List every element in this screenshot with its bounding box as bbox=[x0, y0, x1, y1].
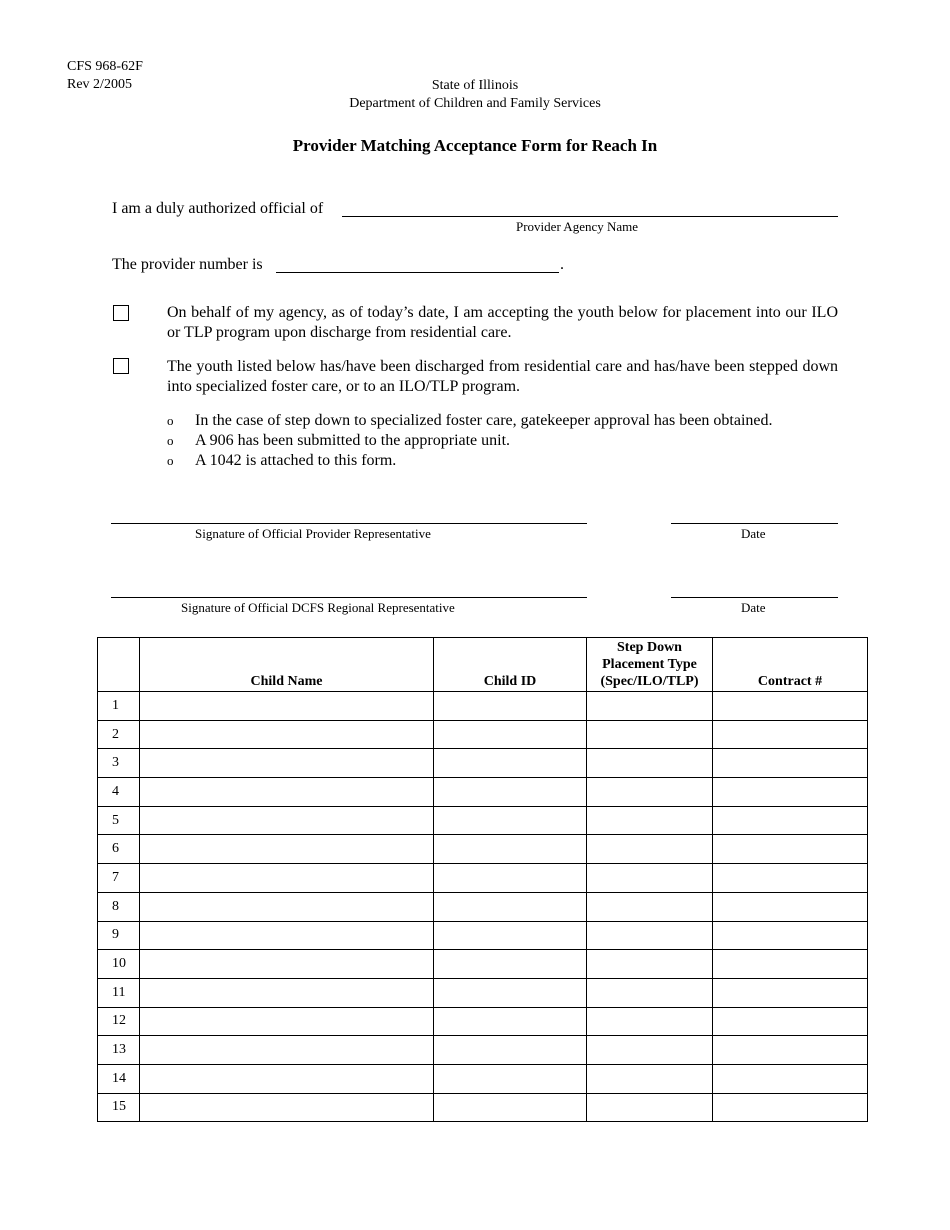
placement-type-cell[interactable] bbox=[587, 1093, 713, 1122]
row-number-cell: 8 bbox=[98, 892, 140, 921]
provider-number-period: . bbox=[560, 256, 564, 273]
row-number-cell: 7 bbox=[98, 864, 140, 893]
placement-type-header: Step Down Placement Type (Spec/ILO/TLP) bbox=[587, 638, 713, 692]
table-header-row bbox=[98, 638, 868, 692]
child-name-header: Child Name bbox=[140, 638, 434, 692]
placement-type-cell[interactable] bbox=[587, 720, 713, 749]
child-id-cell[interactable] bbox=[434, 720, 587, 749]
child-id-header: Child ID bbox=[434, 638, 587, 692]
contract-number-cell[interactable] bbox=[713, 1093, 868, 1122]
placement-type-cell[interactable] bbox=[587, 835, 713, 864]
contract-number-cell[interactable] bbox=[713, 692, 868, 721]
agency-name-caption: Provider Agency Name bbox=[516, 219, 639, 234]
bullet-item bbox=[167, 431, 510, 451]
placement-type-cell[interactable] bbox=[587, 1036, 713, 1065]
provider-date-caption: Date bbox=[741, 526, 766, 541]
table-row bbox=[98, 1036, 868, 1065]
placement-type-cell[interactable] bbox=[587, 692, 713, 721]
row-number-cell: 9 bbox=[98, 921, 140, 950]
child-id-cell[interactable] bbox=[434, 1064, 587, 1093]
child-name-cell[interactable] bbox=[140, 692, 434, 721]
row-number-cell: 12 bbox=[98, 1007, 140, 1036]
row-number-cell: 5 bbox=[98, 806, 140, 835]
child-id-cell[interactable] bbox=[434, 864, 587, 893]
bullet-mark: o bbox=[167, 453, 174, 468]
contract-number-header: Contract # bbox=[713, 638, 868, 692]
row-number-cell: 15 bbox=[98, 1093, 140, 1122]
placement-type-cell[interactable] bbox=[587, 864, 713, 893]
row-number-cell: 2 bbox=[98, 720, 140, 749]
child-name-cell[interactable] bbox=[140, 1093, 434, 1122]
bullet-item bbox=[167, 411, 773, 431]
contract-number-cell[interactable] bbox=[713, 778, 868, 807]
placement-type-cell[interactable] bbox=[587, 1007, 713, 1036]
discharged-youth-checkbox[interactable] bbox=[113, 358, 129, 374]
child-id-cell[interactable] bbox=[434, 892, 587, 921]
child-id-cell[interactable] bbox=[434, 778, 587, 807]
bullet-text: In the case of step down to specialized foster care, gatekeeper approval has been obtained. bbox=[195, 412, 773, 429]
table-row bbox=[98, 864, 868, 893]
bullet-text: A 906 has been submitted to the appropriate unit. bbox=[195, 432, 511, 449]
child-name-cell[interactable] bbox=[140, 892, 434, 921]
row-number-cell: 11 bbox=[98, 978, 140, 1007]
table-row bbox=[98, 1093, 868, 1122]
bullet-text: A 1042 is attached to this form. bbox=[195, 452, 397, 469]
accept-youth-checkbox[interactable] bbox=[113, 305, 129, 321]
row-number-header bbox=[98, 638, 140, 692]
child-id-cell[interactable] bbox=[434, 1036, 587, 1065]
dcfs-date-line[interactable] bbox=[671, 597, 838, 598]
placement-type-cell[interactable] bbox=[587, 978, 713, 1007]
contract-number-cell[interactable] bbox=[713, 749, 868, 778]
child-name-cell[interactable] bbox=[140, 749, 434, 778]
accept-youth-text: On behalf of my agency, as of today’s date, I am accepting the youth below for placement into our ILO or TLP program upon discharge from residential care. bbox=[167, 304, 838, 341]
child-name-cell[interactable] bbox=[140, 778, 434, 807]
table-row bbox=[98, 978, 868, 1007]
child-name-cell[interactable] bbox=[140, 720, 434, 749]
child-id-cell[interactable] bbox=[434, 978, 587, 1007]
row-number-cell: 1 bbox=[98, 692, 140, 721]
department-name: Department of Children and Family Services bbox=[349, 96, 601, 111]
dcfs-signature-caption: Signature of Official DCFS Regional Representative bbox=[181, 600, 455, 615]
bullet-mark: o bbox=[167, 433, 174, 448]
bullet-mark: o bbox=[167, 413, 174, 428]
row-number-cell: 10 bbox=[98, 950, 140, 979]
row-number-cell: 4 bbox=[98, 778, 140, 807]
provider-signature-line[interactable] bbox=[111, 523, 587, 524]
child-id-cell[interactable] bbox=[434, 1093, 587, 1122]
provider-signature-caption: Signature of Official Provider Representative bbox=[195, 526, 431, 541]
child-id-cell[interactable] bbox=[434, 921, 587, 950]
child-id-cell[interactable] bbox=[434, 749, 587, 778]
child-name-cell[interactable] bbox=[140, 1007, 434, 1036]
state-name: State of Illinois bbox=[431, 78, 519, 93]
official-label: I am a duly authorized official of bbox=[112, 200, 324, 217]
table-row bbox=[98, 921, 868, 950]
table-row bbox=[98, 835, 868, 864]
page-title: Provider Matching Acceptance Form for Reach In bbox=[292, 136, 658, 155]
contract-number-cell[interactable] bbox=[713, 720, 868, 749]
form-revision: Rev 2/2005 bbox=[67, 77, 132, 92]
table-row bbox=[98, 692, 868, 721]
placement-type-cell[interactable] bbox=[587, 921, 713, 950]
child-id-cell[interactable] bbox=[434, 692, 587, 721]
child-name-cell[interactable] bbox=[140, 835, 434, 864]
row-number-cell: 14 bbox=[98, 1064, 140, 1093]
dcfs-date-caption: Date bbox=[741, 600, 766, 615]
table-row bbox=[98, 720, 868, 749]
placement-type-cell[interactable] bbox=[587, 806, 713, 835]
table-row bbox=[98, 1007, 868, 1036]
provider-number-label: The provider number is bbox=[112, 256, 263, 273]
child-name-cell[interactable] bbox=[140, 921, 434, 950]
child-name-cell[interactable] bbox=[140, 864, 434, 893]
placement-type-cell[interactable] bbox=[587, 892, 713, 921]
table-row bbox=[98, 892, 868, 921]
placement-type-cell[interactable] bbox=[587, 950, 713, 979]
placement-type-cell[interactable] bbox=[587, 749, 713, 778]
child-name-cell[interactable] bbox=[140, 978, 434, 1007]
placement-type-cell[interactable] bbox=[587, 1064, 713, 1093]
child-id-cell[interactable] bbox=[434, 806, 587, 835]
child-name-cell[interactable] bbox=[140, 1064, 434, 1093]
table-row bbox=[98, 749, 868, 778]
table-row bbox=[98, 950, 868, 979]
table-row bbox=[98, 778, 868, 807]
discharged-youth-text: The youth listed below has/have been discharged from residential care and has/have been stepped down into specialized foster care, or to an ILO/TLP program. bbox=[167, 358, 838, 395]
contract-number-cell[interactable] bbox=[713, 892, 868, 921]
child-id-cell[interactable] bbox=[434, 950, 587, 979]
contract-number-cell[interactable] bbox=[713, 806, 868, 835]
row-number-cell: 13 bbox=[98, 1036, 140, 1065]
child-name-cell[interactable] bbox=[140, 1036, 434, 1065]
provider-number-field[interactable] bbox=[276, 272, 559, 273]
bullet-item bbox=[167, 451, 396, 471]
contract-number-cell[interactable] bbox=[713, 835, 868, 864]
contract-number-cell[interactable] bbox=[713, 864, 868, 893]
child-id-cell[interactable] bbox=[434, 835, 587, 864]
placement-type-cell[interactable] bbox=[587, 778, 713, 807]
agency-name-field[interactable] bbox=[342, 216, 838, 217]
contract-number-cell[interactable] bbox=[713, 1036, 868, 1065]
contract-number-cell[interactable] bbox=[713, 1064, 868, 1093]
dcfs-signature-line[interactable] bbox=[111, 597, 587, 598]
children-table bbox=[97, 637, 868, 1122]
table-row bbox=[98, 1064, 868, 1093]
row-number-cell: 6 bbox=[98, 835, 140, 864]
row-number-cell: 3 bbox=[98, 749, 140, 778]
table-row bbox=[98, 806, 868, 835]
contract-number-cell[interactable] bbox=[713, 950, 868, 979]
contract-number-cell[interactable] bbox=[713, 978, 868, 1007]
contract-number-cell[interactable] bbox=[713, 1007, 868, 1036]
child-id-cell[interactable] bbox=[434, 1007, 587, 1036]
provider-date-line[interactable] bbox=[671, 523, 838, 524]
child-name-cell[interactable] bbox=[140, 806, 434, 835]
form-code: CFS 968-62F bbox=[67, 59, 143, 74]
contract-number-cell[interactable] bbox=[713, 921, 868, 950]
child-name-cell[interactable] bbox=[140, 950, 434, 979]
